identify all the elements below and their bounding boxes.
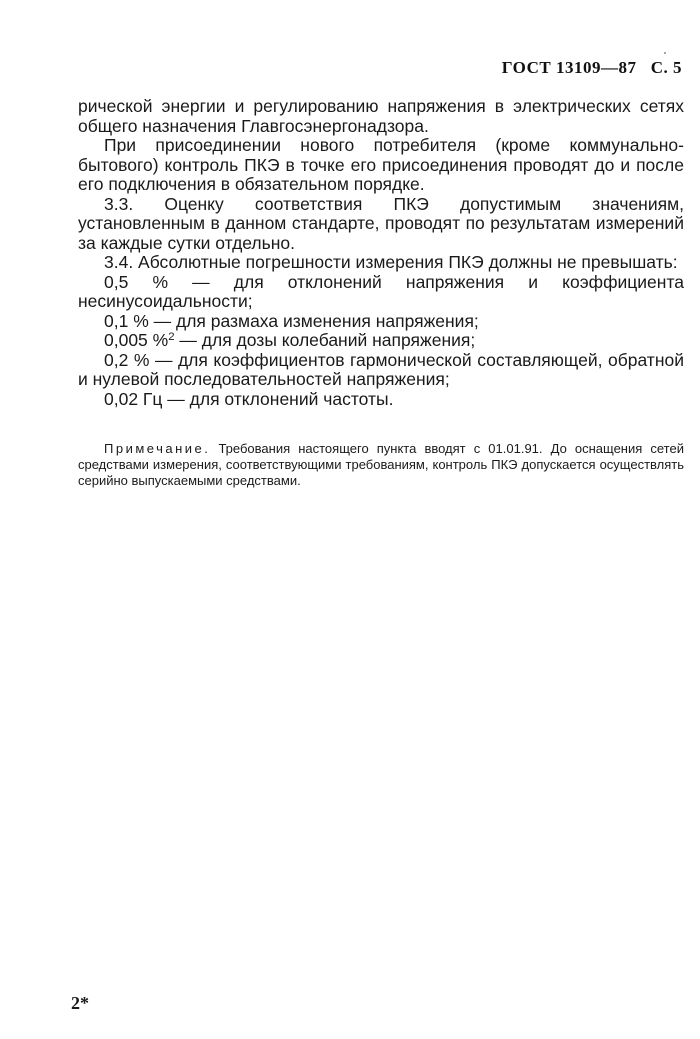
document-body (78, 97, 684, 409)
tolerance-value: 0,1 % (104, 310, 149, 331)
standard-number: ГОСТ 13109—87 (501, 58, 637, 77)
note-text: Требования настоящего пункта вводят с 01.01.91. До оснащения сетей средствами измерения, соответствующими требованиям, контроль ПКЭ допускается осуществлять серийно выпускаемыми средствами. (78, 441, 684, 488)
note-block (78, 441, 684, 489)
paragraph-continuation: рической энергии и регулированию напряжения в электрических сетях общего назначения Главгосэнергонадзора. (78, 96, 684, 136)
tolerance-item (78, 351, 684, 390)
note-label: Примечание. (104, 441, 211, 456)
tolerance-value: 0,5 % (104, 271, 169, 292)
tolerance-value: 0,2 % (104, 349, 150, 370)
tolerance-description: — для дозы колебаний напряжения; (179, 330, 476, 350)
page-header (502, 58, 682, 78)
tolerance-description: — для отклонений частоты. (167, 388, 394, 409)
tolerance-item (78, 390, 684, 410)
tolerance-value: 0,005 % (104, 330, 169, 350)
tolerance-description: — для размаха изменения напряжения; (153, 310, 479, 331)
tolerance-item (78, 331, 684, 351)
tolerance-item (78, 273, 684, 312)
tolerance-value: 0,02 Гц (104, 388, 163, 409)
tolerance-exponent: 2 (168, 330, 175, 343)
tolerance-description: — для отклонений напряжения и коэффициента несинусоидальности; (78, 271, 685, 311)
tolerance-item (78, 312, 684, 332)
paragraph-3-4: 3.4. Абсолютные погрешности измерения ПКЭ должны не превышать: (104, 252, 678, 272)
scan-speck (664, 52, 666, 54)
page-number: С. 5 (650, 58, 682, 77)
signature-mark: 2* (71, 993, 89, 1013)
paragraph-new-consumer: При присоединении нового потребителя (кроме коммунально-бытового) контроль ПКЭ в точке его присоединения проводят до и после его подключения в обязательном порядке. (78, 135, 684, 194)
paragraph-3-3: 3.3. Оценку соответствия ПКЭ допустимым значениям, установленным в данном стандарте, проводят по результатам измерений за каждые сутки отдельно. (78, 193, 684, 253)
tolerance-description: — для коэффициентов гармонической составляющей, обратной и нулевой последовательностей напряжения; (78, 349, 684, 389)
